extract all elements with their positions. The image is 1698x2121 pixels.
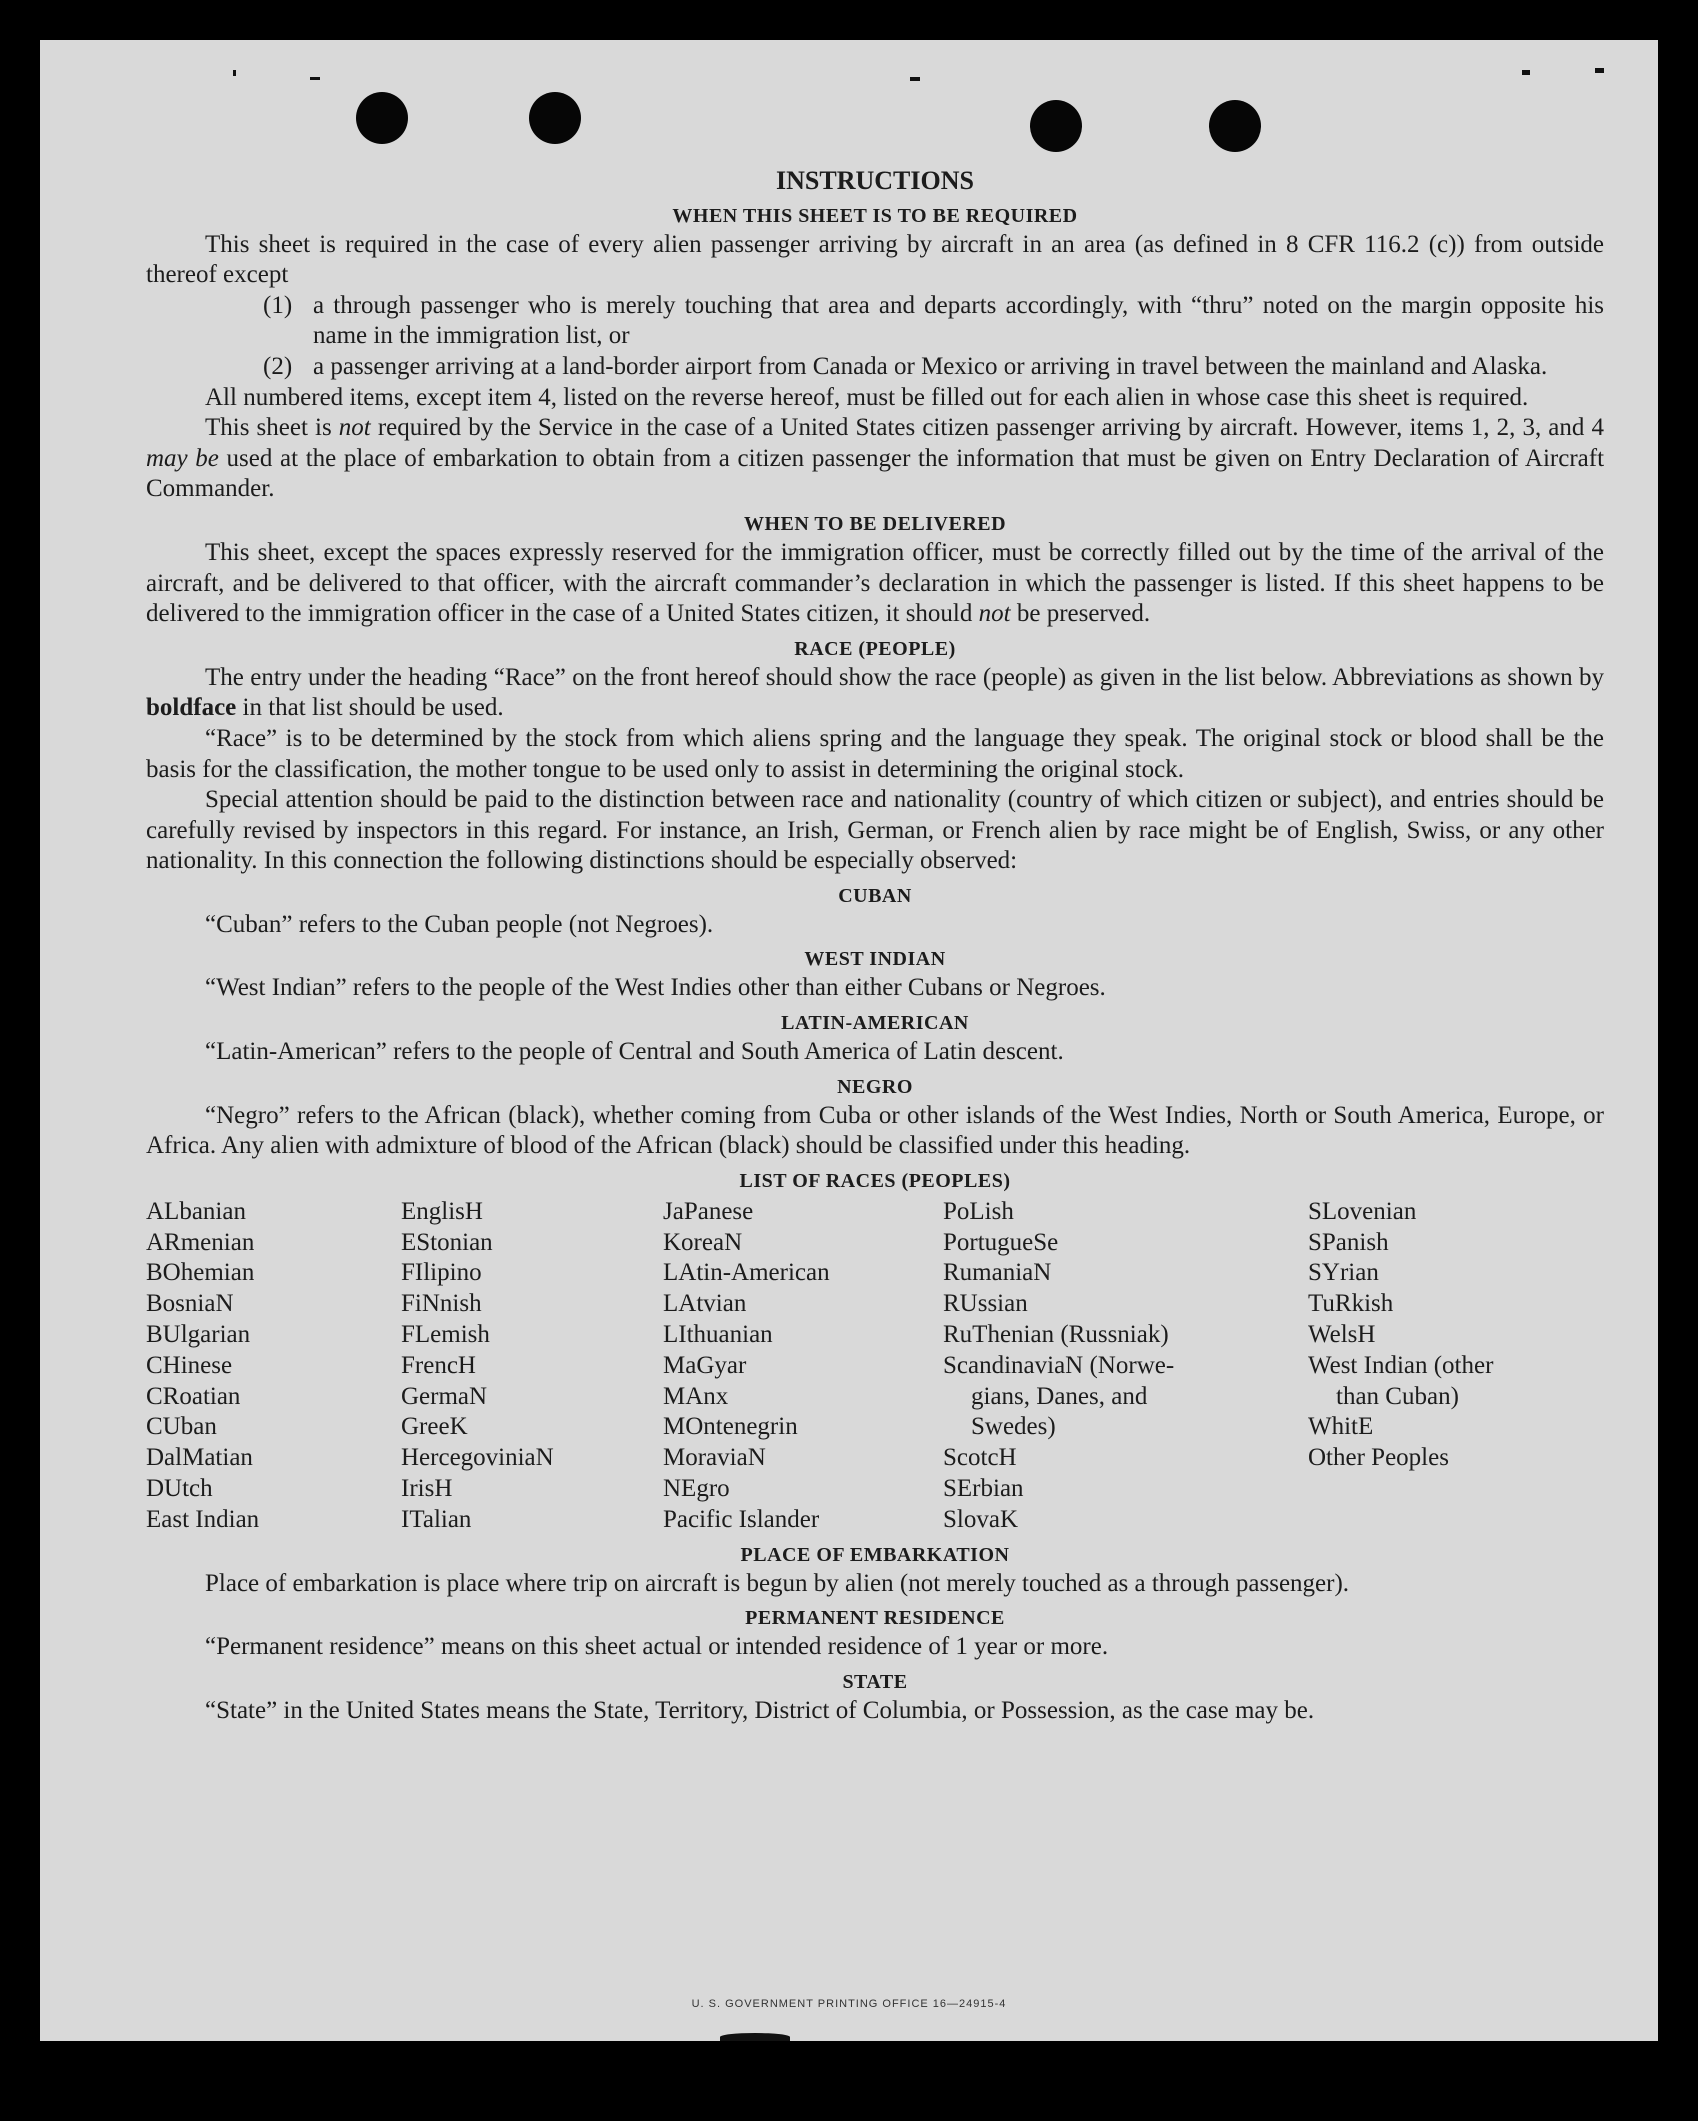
document-page — [40, 40, 1658, 2041]
race-entry: CRoatian — [146, 1382, 241, 1410]
race-entry: BUlgarian — [146, 1321, 251, 1349]
race-entry: NEgro — [663, 1475, 730, 1503]
race-entry: SlovaK — [943, 1505, 1018, 1533]
race-entry: ScotcH — [943, 1444, 1017, 1472]
race-entry: RuThenian (Russniak) — [943, 1321, 1169, 1349]
race-column — [146, 1197, 401, 1536]
race-entry: Pacific Islander — [663, 1505, 820, 1533]
race-entry: MaGyar — [663, 1351, 747, 1379]
race-entry: GreeK — [401, 1413, 468, 1441]
heading-latin-american: LATIN-AMERICAN — [781, 1012, 969, 1035]
instructions-text — [146, 120, 1604, 1726]
west-indian-text: “West Indian” refers to the people of the West Indies other than either Cubans or Negroes. — [205, 974, 1106, 1002]
race-column — [663, 1197, 943, 1536]
item-number: (1) — [263, 291, 293, 319]
race-entry: BOhemian — [146, 1259, 255, 1287]
dust-mark — [910, 77, 920, 81]
dust-mark — [1522, 70, 1530, 75]
heading-state: STATE — [842, 1670, 908, 1693]
dust-mark — [233, 70, 236, 76]
race-entry: PortugueSe — [943, 1228, 1059, 1256]
race-entry: ALbanian — [146, 1197, 246, 1225]
race-entry: BosniaN — [146, 1290, 234, 1318]
item-text: a through passenger who is merely touching that area and departs accordingly, with “thru” noted on the margin opposite his name in the immigration list, or — [313, 291, 1604, 350]
item-text: a passenger arriving at a land-border airport from Canada or Mexico or arriving in travel between the mainland and Alaska. — [313, 352, 1548, 380]
race-entry: MOntenegrin — [663, 1413, 798, 1441]
race-entry: HercegoviniaN — [401, 1444, 554, 1472]
exception-item-2 — [146, 352, 1604, 383]
race-entry: SLovenian — [1308, 1197, 1417, 1225]
latin-american-text: “Latin-American” refers to the people of Central and South America of Latin descent. — [205, 1038, 1064, 1066]
race-entry: FLemish — [401, 1321, 490, 1349]
race-entry: TuRkish — [1308, 1290, 1394, 1318]
race-entry: Other Peoples — [1308, 1444, 1449, 1472]
race-column — [1308, 1197, 1598, 1536]
race-paragraph-3: Special attention should be paid to the distinction between race and nationality (country of which citizen or subject), and entries should be carefully revised by inspectors in this regard. For instance, an Irish, German, or French alien by race might be of English, Swiss, or any other nationality. In this connection the following distinctions should be especially observed: — [146, 786, 1604, 875]
citizen-paragraph: This sheet is not required by the Service in the case of a United States citizen passenger arriving by aircraft. However, items 1, 2, 3, and 4 may be used at the place of embarkation to obtain from a citizen passenger the information that must be given on Entry Declaration of Aircraft Commander. — [146, 414, 1605, 503]
race-entry: MoraviaN — [663, 1444, 766, 1472]
race-entry: MAnx — [663, 1382, 729, 1410]
race-list — [146, 1197, 1604, 1536]
race-entry-continued: Swedes) — [971, 1413, 1056, 1441]
race-entry: RumaniaN — [943, 1259, 1052, 1287]
race-entry: FIlipino — [401, 1259, 482, 1287]
page-title: INSTRUCTIONS — [776, 166, 974, 195]
race-entry: LAtin-American — [663, 1259, 830, 1287]
race-entry: EnglisH — [401, 1197, 483, 1225]
race-entry: KoreaN — [663, 1228, 743, 1256]
race-entry: LIthuanian — [663, 1321, 773, 1349]
dust-mark — [1595, 68, 1604, 73]
race-entry: ScandinaviaN (Norwe- — [943, 1351, 1175, 1379]
race-entry: SPanish — [1308, 1228, 1389, 1256]
race-column — [401, 1197, 663, 1536]
heading-place-of-embarkation: PLACE OF EMBARKATION — [740, 1543, 1010, 1566]
exception-item-1 — [146, 291, 1604, 352]
required-intro: This sheet is required in the case of every alien passenger arriving by aircraft in an area (as defined in 8 CFR 116.2 (c)) from outside thereof except — [146, 230, 1604, 289]
delivered-paragraph: This sheet, except the spaces expressly reserved for the immigration officer, must be correctly filled out by the time of the arrival of the aircraft, and be delivered to that officer, with the aircraft commander’s declaration in which the passenger is listed. If this sheet happens to be delivered to the immigration officer in the case of a United States citizen, it should not be preserved. — [146, 538, 1604, 628]
residence-text: “Permanent residence” means on this sheet actual or intended residence of 1 year or more. — [205, 1633, 1109, 1661]
race-entry: RUssian — [943, 1290, 1028, 1318]
race-entry: CUban — [146, 1413, 217, 1441]
heading-cuban: CUBAN — [838, 884, 912, 907]
heading-when-required: WHEN THIS SHEET IS TO BE REQUIRED — [672, 204, 1078, 227]
race-entry: SYrian — [1308, 1259, 1379, 1287]
cuban-text: “Cuban” refers to the Cuban people (not Negroes). — [205, 910, 714, 938]
race-entry: CHinese — [146, 1351, 233, 1379]
race-entry: IrisH — [401, 1475, 453, 1503]
negro-text: “Negro” refers to the African (black), whether coming from Cuba or other islands of the West Indies, North or South America, Europe, or Africa. Any alien with admixture of blood of the African (black) should be classified under this heading. — [146, 1101, 1604, 1160]
race-entry-continued: gians, Danes, and — [971, 1382, 1148, 1410]
race-entry: ITalian — [401, 1505, 472, 1533]
heading-permanent-residence: PERMANENT RESIDENCE — [745, 1607, 1005, 1630]
heading-west-indian: WEST INDIAN — [804, 948, 946, 971]
race-entry: LAtvian — [663, 1290, 747, 1318]
race-entry: WelsH — [1308, 1321, 1376, 1349]
race-entry: PoLish — [943, 1197, 1014, 1225]
heading-race: RACE (PEOPLE) — [794, 637, 956, 660]
numbered-items-paragraph: All numbered items, except item 4, listed on the reverse hereof, must be filled out for each alien in whose case this sheet is required. — [205, 383, 1529, 411]
race-paragraph-1: The entry under the heading “Race” on the front hereof should show the race (people) as given in the list below. Abbreviations as shown by boldface in that list should be used. — [146, 663, 1604, 722]
state-text: “State” in the United States means the State, Territory, District of Columbia, or Possession, as the case may be. — [205, 1696, 1315, 1724]
race-entry: JaPanese — [663, 1197, 754, 1225]
printing-office-imprint: U. S. GOVERNMENT PRINTING OFFICE 16—24915-4 — [691, 1998, 1007, 2010]
race-entry: SErbian — [943, 1475, 1024, 1503]
heading-when-delivered: WHEN TO BE DELIVERED — [743, 512, 1007, 535]
heading-negro: NEGRO — [837, 1075, 913, 1098]
heading-list-of-races: LIST OF RACES (PEOPLES) — [739, 1169, 1011, 1192]
race-entry: FrencH — [401, 1351, 476, 1379]
dust-mark — [720, 2033, 790, 2041]
race-entry-continued: than Cuban) — [1336, 1382, 1459, 1410]
race-entry: WhitE — [1308, 1413, 1374, 1441]
dust-mark — [310, 77, 320, 80]
embarkation-text: Place of embarkation is place where trip on aircraft is begun by alien (not merely touched as a through passenger). — [205, 1569, 1350, 1597]
race-entry: ARmenian — [146, 1228, 255, 1256]
race-entry: DalMatian — [146, 1444, 253, 1472]
race-entry: East Indian — [146, 1505, 260, 1533]
race-column — [943, 1197, 1308, 1536]
race-entry: DUtch — [146, 1475, 213, 1503]
race-paragraph-2: “Race” is to be determined by the stock from which aliens spring and the language they speak. The original stock or blood shall be the basis for the classification, the mother tongue to be used only to assist in determining the original stock. — [146, 724, 1604, 783]
item-number: (2) — [263, 352, 293, 380]
race-entry: EStonian — [401, 1228, 493, 1256]
race-entry: GermaN — [401, 1382, 488, 1410]
race-entry: FiNnish — [401, 1290, 482, 1318]
race-entry: West Indian (other — [1308, 1351, 1494, 1379]
